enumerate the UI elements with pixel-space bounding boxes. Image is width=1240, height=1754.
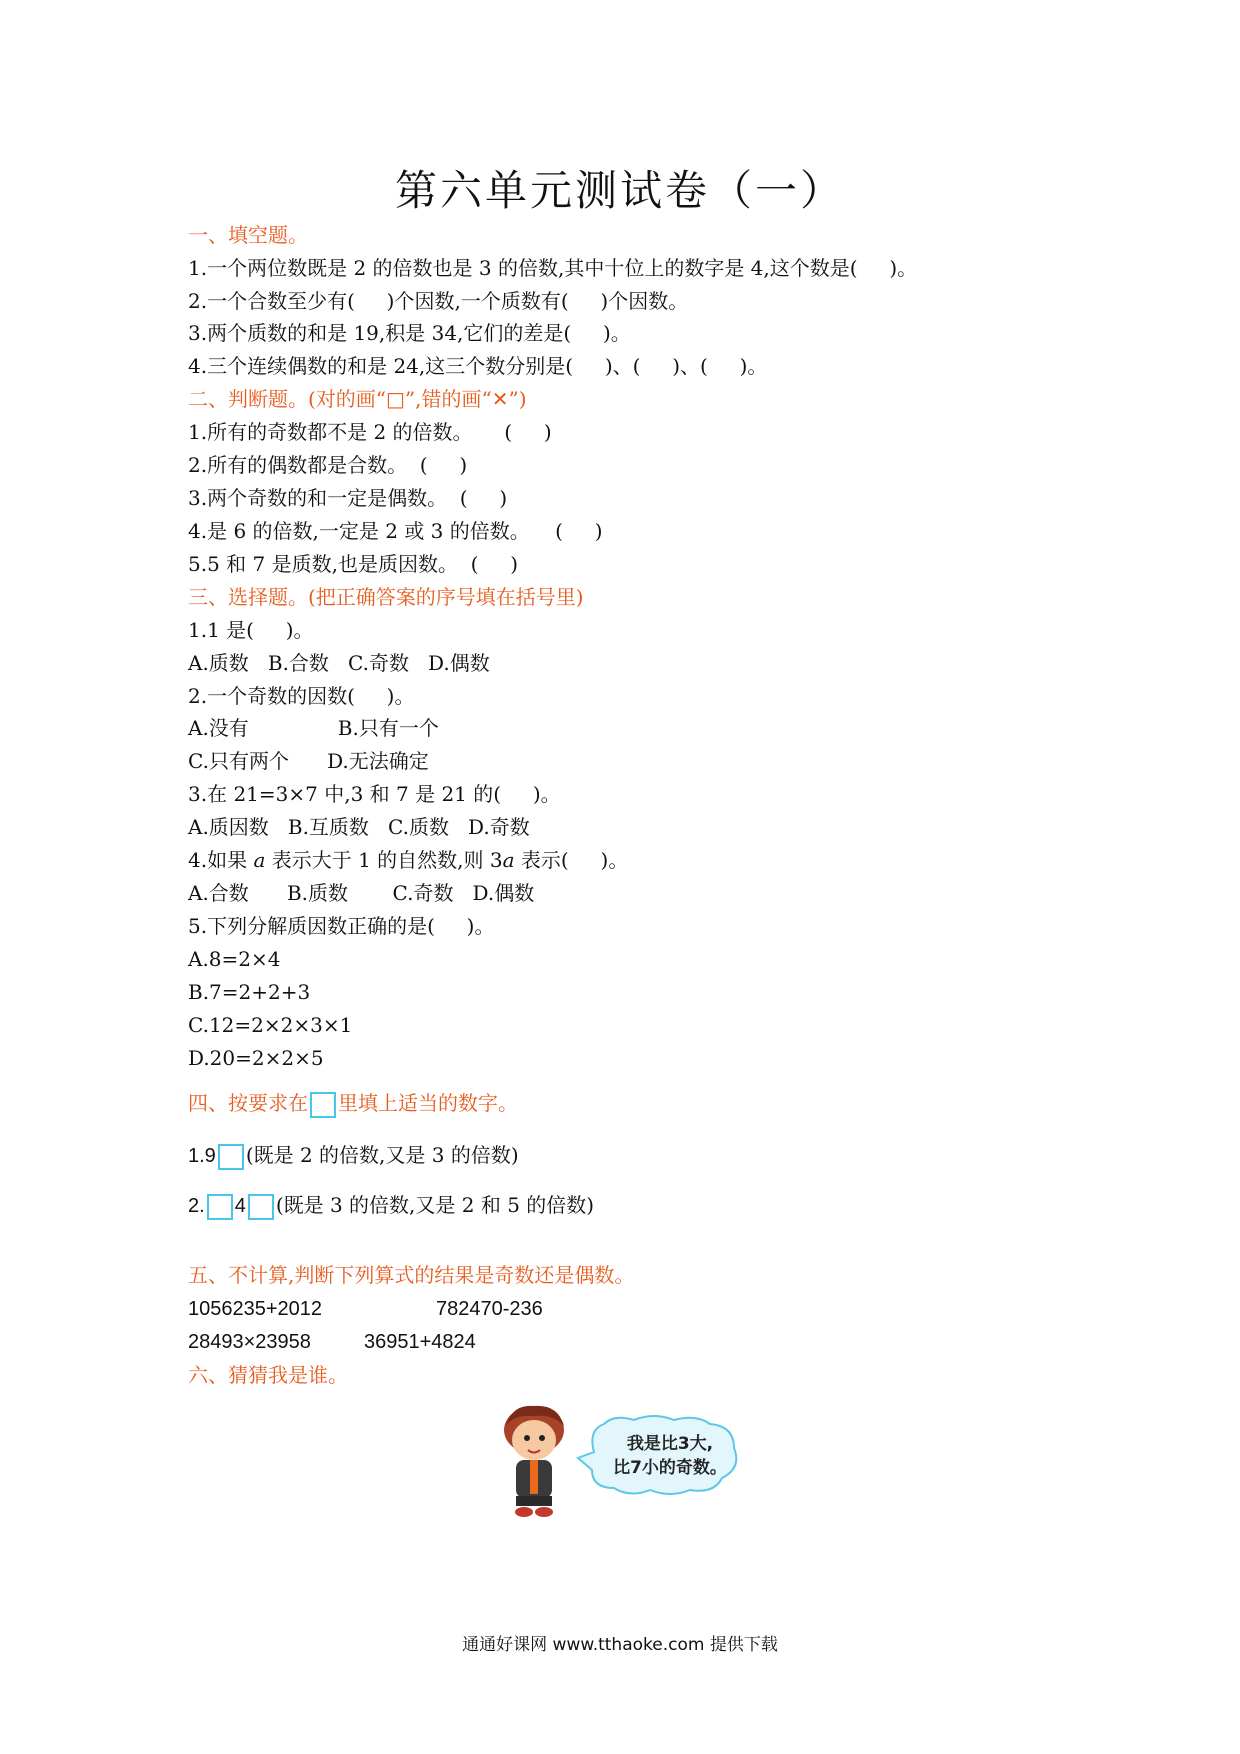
q4-text-pre: 4.如果 [188, 848, 254, 872]
s3-question-3: 3.在 21=3×7 中,3 和 7 是 21 的( )。 [188, 782, 561, 806]
s5-expression-2: 782470-236 [436, 1298, 543, 1320]
s3-question-5: 5.下列分解质因数正确的是( )。 [188, 914, 495, 938]
s3-question-2: 2.一个奇数的因数( )。 [188, 684, 415, 708]
s3-question-5-option-a: A.8=2×4 [188, 947, 281, 971]
s1-question-2: 2.一个合数至少有( )个因数,一个质数有( )个因数。 [188, 289, 689, 313]
cartoon-boy-illustration [494, 1400, 574, 1520]
s4-q2-prefix: 2. [188, 1195, 205, 1217]
s3-question-5-option-b: B.7=2+2+3 [188, 980, 311, 1004]
s3-question-2-options-cd: C.只有两个 D.无法确定 [188, 749, 429, 773]
s4-q2-digit: 4 [234, 1195, 246, 1217]
s5-expression-1: 1056235+2012 [188, 1298, 323, 1320]
q4-variable-a: a [253, 848, 266, 872]
section-2-heading: 二、判断题。(对的画“□”,错的画“✕”) [188, 387, 527, 411]
page-title: 第六单元测试卷（一） [394, 166, 845, 215]
s3-question-1-options: A.质数 B.合数 C.奇数 D.偶数 [188, 651, 490, 675]
q4-variable-a-2: a [502, 848, 515, 872]
s4-heading-post: 里填上适当的数字。 [338, 1091, 518, 1115]
s4-q2-answer-box-1[interactable] [207, 1194, 233, 1220]
footer-source: 通通好课网 www.tthaoke.com 提供下载 [462, 1635, 778, 1655]
s3-question-4 [188, 847, 628, 873]
s5-expression-4: 36951+4824 [364, 1331, 476, 1353]
section-3-heading: 三、选择题。(把正确答案的序号填在括号里) [188, 585, 584, 609]
speech-line-1: 我是比3大, [626, 1434, 714, 1454]
s4-heading-pre: 四、按要求在 [188, 1091, 308, 1115]
section-5-heading: 五、不计算,判断下列算式的结果是奇数还是偶数。 [188, 1263, 635, 1287]
s2-question-4: 4.是 6 的倍数,一定是 2 或 3 的倍数。 ( ) [188, 519, 603, 543]
section-1-heading: 一、填空题。 [188, 223, 308, 247]
speech-line-2: 比7小的奇数。 [613, 1458, 727, 1478]
s1-question-1: 1.一个两位数既是 2 的倍数也是 3 的倍数,其中十位上的数字是 4,这个数是( )。 [188, 256, 918, 280]
s3-question-2-options-ab: A.没有 B.只有一个 [188, 716, 439, 740]
s2-question-3: 3.两个奇数的和一定是偶数。 ( ) [188, 486, 508, 510]
s4-q2-condition: (既是 3 的倍数,又是 2 和 5 的倍数) [275, 1193, 595, 1217]
s1-question-3: 3.两个质数的和是 19,积是 34,它们的差是( )。 [188, 321, 631, 345]
s3-question-1: 1.1 是( )。 [188, 618, 314, 642]
s4-q2-answer-box-2[interactable] [248, 1194, 274, 1220]
answer-box-icon [310, 1092, 336, 1118]
s3-question-5-option-d: D.20=2×2×5 [188, 1046, 324, 1070]
s1-question-4: 4.三个连续偶数的和是 24,这三个数分别是( )、( )、( )。 [188, 354, 768, 378]
s3-question-3-options: A.质因数 B.互质数 C.质数 D.奇数 [188, 815, 530, 839]
s2-question-2: 2.所有的偶数都是合数。 ( ) [188, 453, 468, 477]
s4-q1-condition: (既是 2 的倍数,又是 3 的倍数) [245, 1143, 519, 1167]
q4-text-mid: 表示大于 1 的自然数,则 3 [265, 848, 503, 872]
s5-expression-3: 28493×23958 [188, 1331, 311, 1353]
speech-bubble-text [600, 1432, 740, 1480]
s4-question-2 [188, 1192, 594, 1220]
s3-question-4-options: A.合数 B.质数 C.奇数 D.偶数 [188, 881, 535, 905]
s4-q1-prefix: 1.9 [188, 1145, 216, 1167]
s4-q1-answer-box[interactable] [218, 1144, 244, 1170]
s4-question-1 [188, 1142, 519, 1170]
s2-question-5: 5.5 和 7 是质数,也是质因数。 ( ) [188, 552, 519, 576]
section-6-heading: 六、猜猜我是谁。 [188, 1363, 348, 1387]
section-4-heading [188, 1090, 518, 1118]
q4-text-post: 表示( )。 [514, 848, 629, 872]
s3-question-5-option-c: C.12=2×2×3×1 [188, 1013, 353, 1037]
s2-question-1: 1.所有的奇数都不是 2 的倍数。 ( ) [188, 420, 552, 444]
